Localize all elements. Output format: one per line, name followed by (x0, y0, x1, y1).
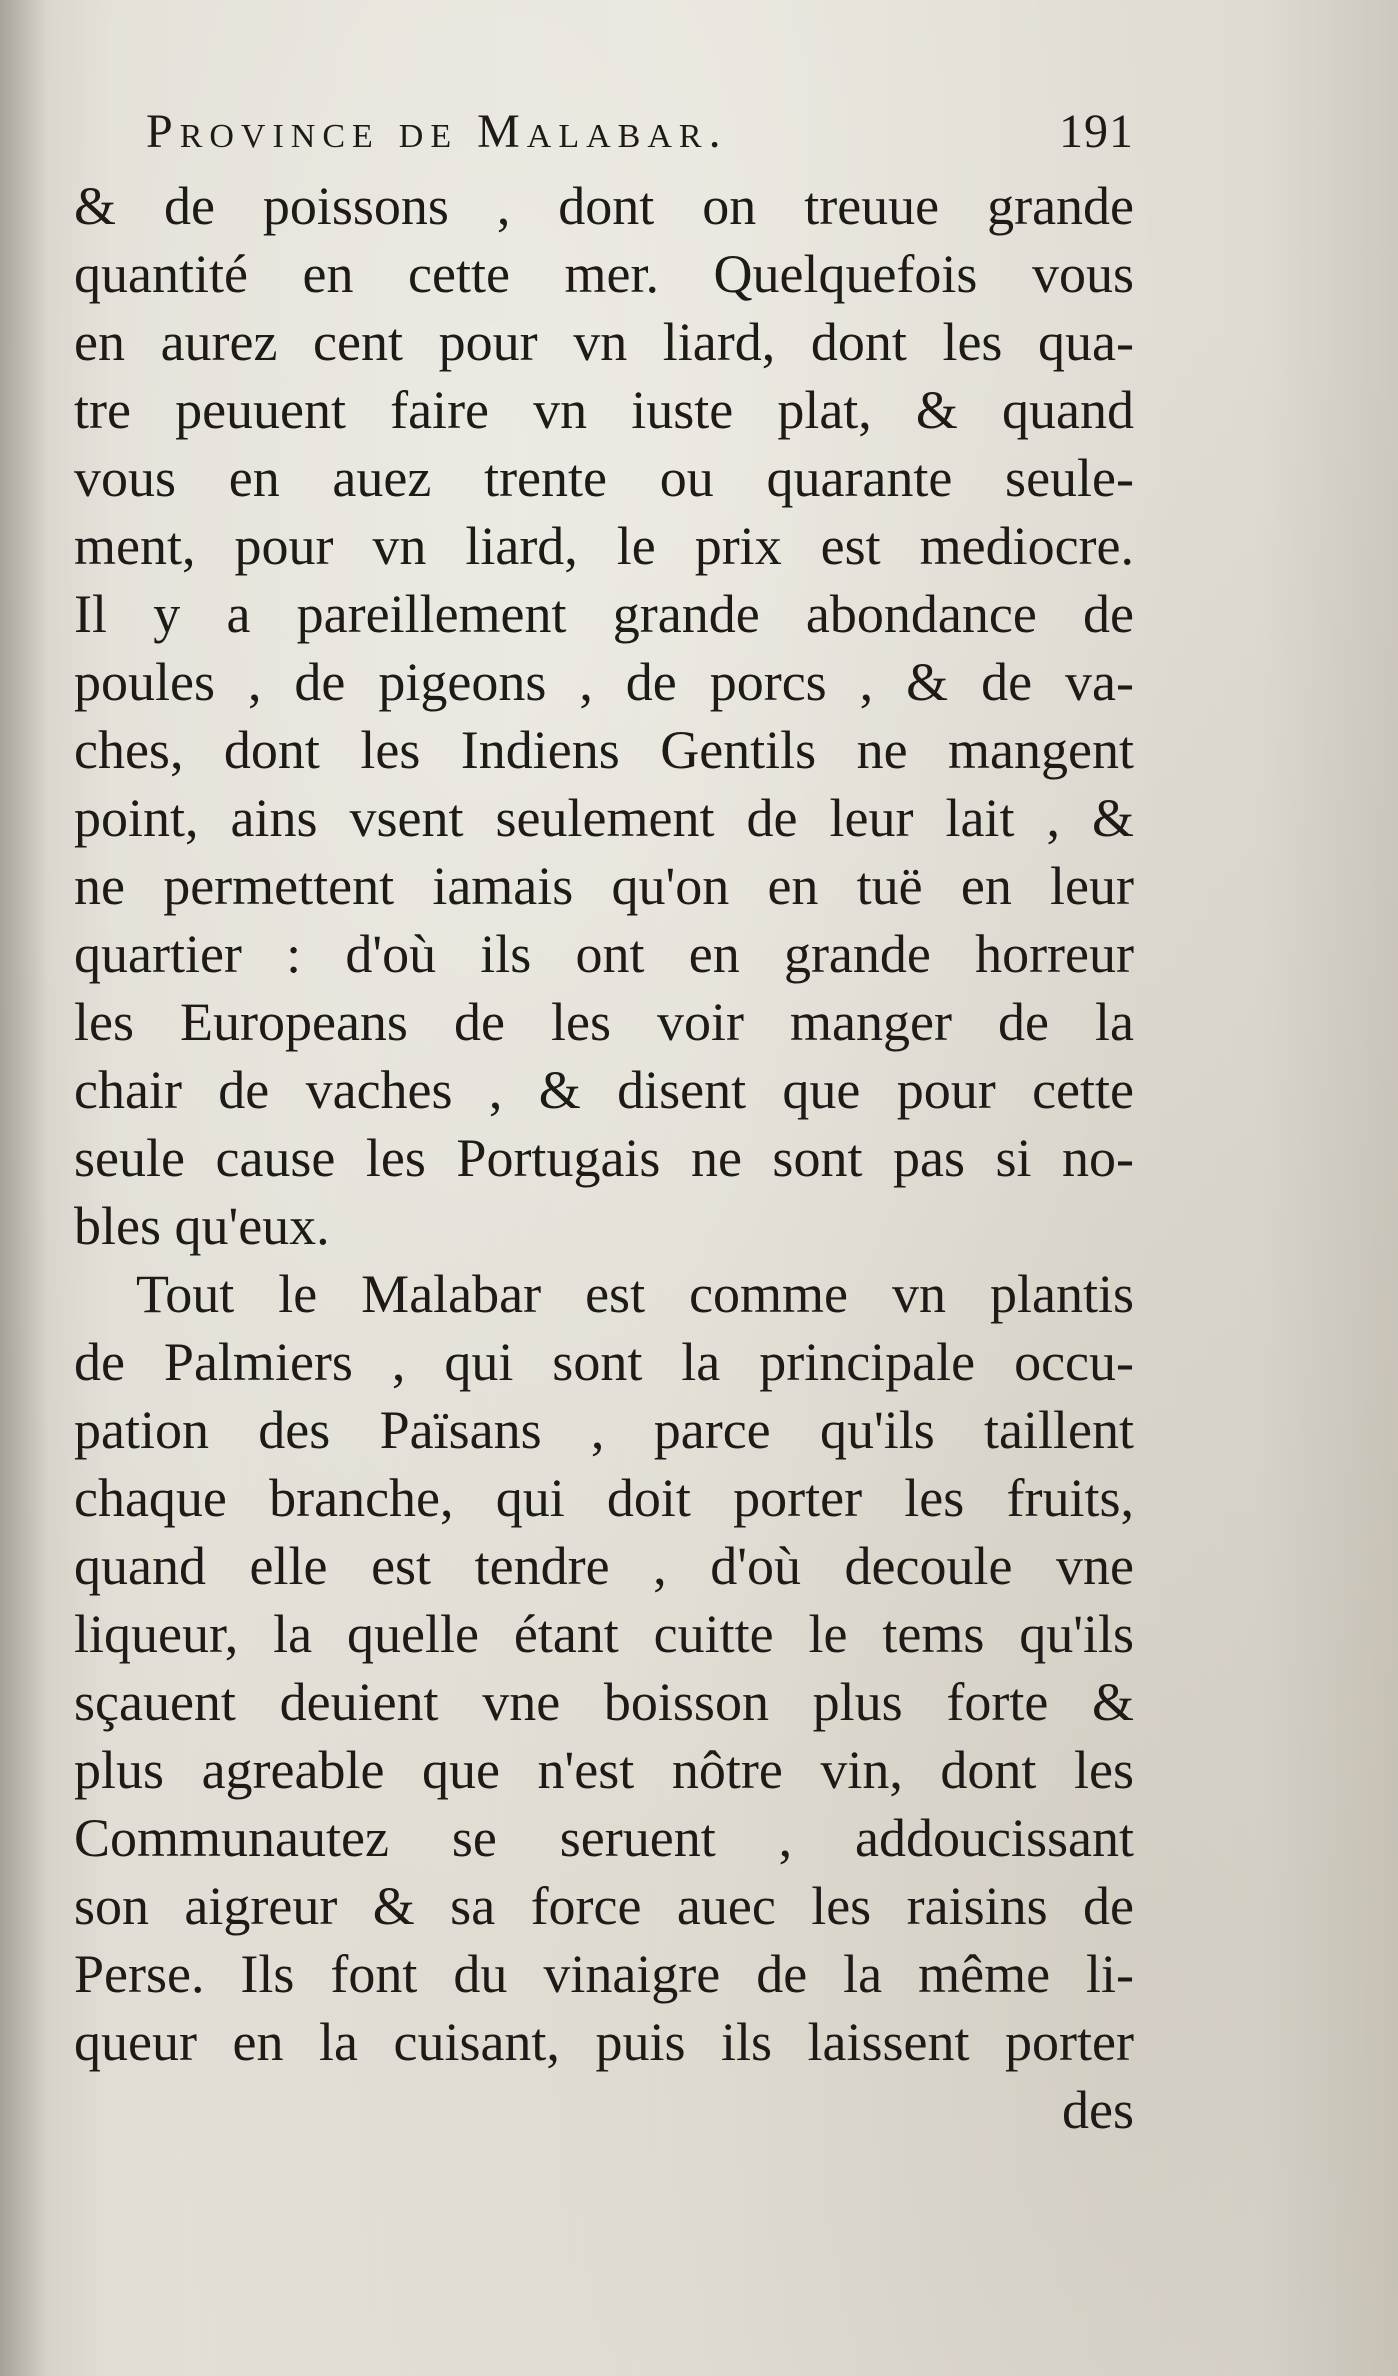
text-line: en aurez cent pour vn liard, dont les qua- (74, 312, 1134, 372)
text-line: Communautez se seruent , addoucissant (74, 1808, 1134, 1868)
text-line: quantité en cette mer. Quelquefois vous (74, 244, 1134, 304)
text-line: ment, pour vn liard, le prix est mediocre. (74, 516, 1134, 576)
text-line: son aigreur & sa force auec les raisins de (74, 1876, 1134, 1936)
text-line: queur en la cuisant, puis ils laissent porter (74, 2012, 1134, 2072)
text-line: Tout le Malabar est comme vn plantis (136, 1264, 1134, 1324)
text-line: liqueur, la quelle étant cuitte le tems qu'ils (74, 1604, 1134, 1664)
text-line: vous en auez trente ou quarante seule- (74, 448, 1134, 508)
text-line: ches, dont les Indiens Gentils ne mangent (74, 720, 1134, 780)
text-line: chair de vaches , & disent que pour cette (74, 1060, 1134, 1120)
page-number: 191 (1059, 105, 1134, 158)
text-line: poules , de pigeons , de porcs , & de va- (74, 652, 1134, 712)
text-line: point, ains vsent seulement de leur lait , & (74, 788, 1134, 848)
text-line: les Europeans de les voir manger de la (74, 992, 1134, 1052)
text-line: quand elle est tendre , d'où decoule vne (74, 1536, 1134, 1596)
text-line: chaque branche, qui doit porter les fruits, (74, 1468, 1134, 1528)
paragraph-2 (74, 1260, 1134, 2076)
text-line: tre peuuent faire vn iuste plat, & quand (74, 380, 1134, 440)
paragraph-1 (74, 172, 1134, 1260)
text-line: plus agreable que n'est nôtre vin, dont les (74, 1740, 1134, 1800)
text-line: pation des Païsans , parce qu'ils taillent (74, 1400, 1134, 1460)
running-head (74, 92, 1134, 172)
page-gutter-shadow (0, 0, 48, 2376)
text-line: de Palmiers , qui sont la principale occu- (74, 1332, 1134, 1392)
catchword: des (1062, 2080, 1134, 2140)
text-block (74, 92, 1134, 2144)
text-line: sçauent deuient vne boisson plus forte & (74, 1672, 1134, 1732)
text-line: Perse. Ils font du vinaigre de la même li- (74, 1944, 1134, 2004)
text-line: quartier : d'où ils ont en grande horreur (74, 924, 1134, 984)
text-line: ne permettent iamais qu'on en tuë en leur (74, 856, 1134, 916)
text-line: seule cause les Portugais ne sont pas si no- (74, 1128, 1134, 1188)
text-line: & de poissons , dont on treuue grande (74, 176, 1134, 236)
running-head-title: Province de Malabar. (146, 105, 728, 158)
text-line: Il y a pareillement grande abondance de (74, 584, 1134, 644)
text-line: bles qu'eux. (74, 1196, 330, 1256)
